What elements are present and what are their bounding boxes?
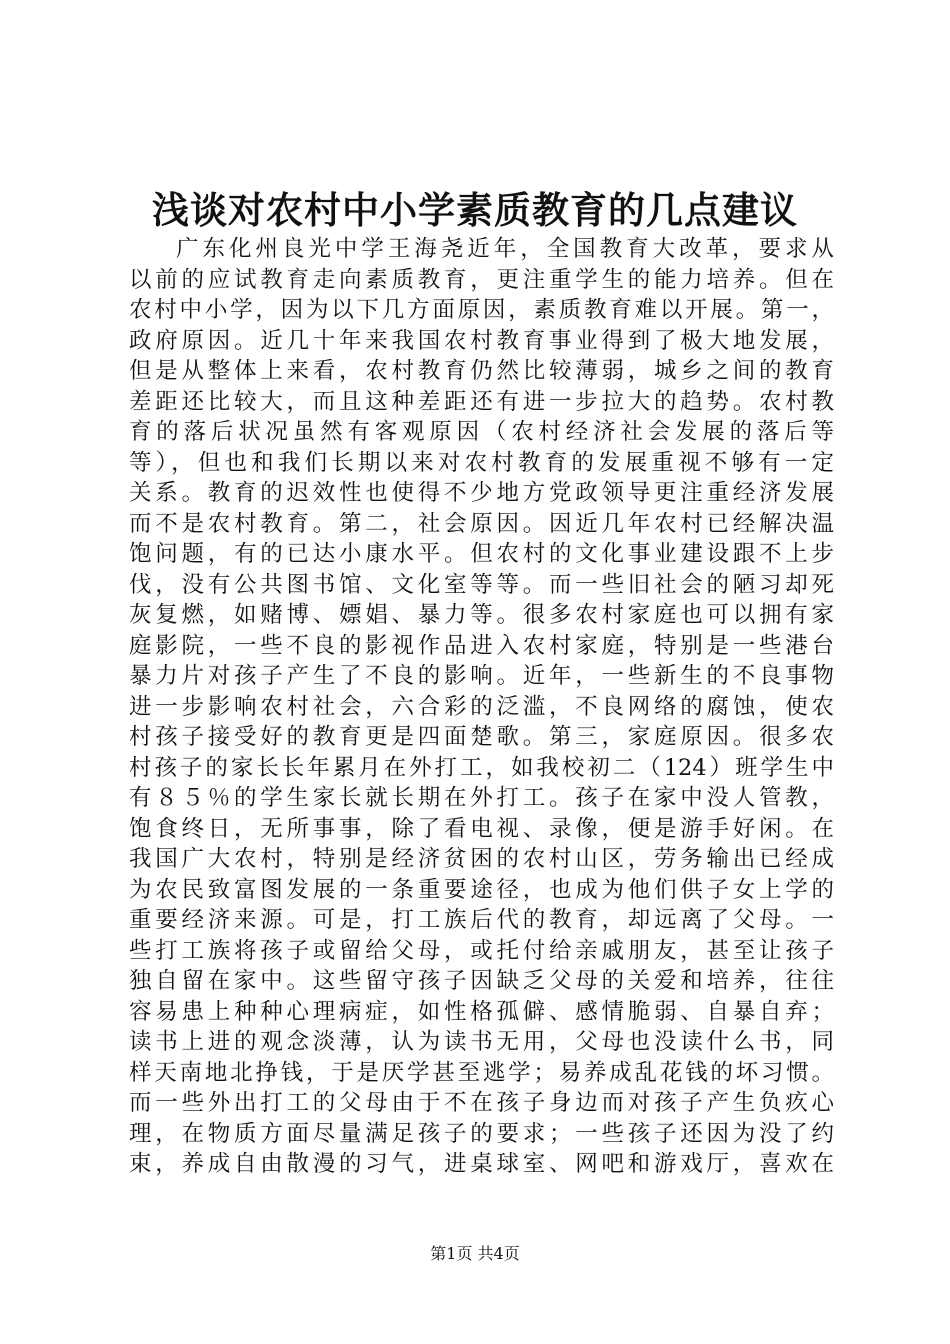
text-line: 暴力片对孩子产生了不良的影响。近年，一些新生的不良事物 xyxy=(129,663,834,689)
text-line: 读书上进的观念淡薄，认为读书无用，父母也没读什么书，同 xyxy=(129,1029,834,1055)
text-line: 以前的应试教育走向素质教育，更注重学生的能力培养。但在 xyxy=(129,266,834,293)
body-text xyxy=(129,234,834,1180)
text-line: 容易患上种种心理病症，如性格孤僻、感情脆弱、自暴自弃； xyxy=(129,998,834,1025)
text-line: 关系。教育的迟效性也使得不少地方党政领导更注重经济发展 xyxy=(129,480,834,506)
text-line: 村孩子接受好的教育更是四面楚歌。第三，家庭原因。很多农 xyxy=(129,724,834,750)
text-line: 有８５％的学生家长就长期在外打工。孩子在家中没人管教， xyxy=(129,785,834,811)
text-line: 伐，没有公共图书馆、文化室等等。而一些旧社会的陋习却死 xyxy=(129,571,834,598)
text-line: 样天南地北挣钱，于是厌学甚至逃学；易养成乱花钱的坏习惯。 xyxy=(129,1059,834,1086)
text-line: 差距还比较大，而且这种差距还有进一步拉大的趋势。农村教 xyxy=(129,388,834,415)
document-title: 浅谈对农村中小学素质教育的几点建议 xyxy=(152,188,798,232)
text-line: 村孩子的家长长年累月在外打工，如我校初二（124）班学生中 xyxy=(129,754,834,781)
text-line: 些打工族将孩子或留给父母，或托付给亲戚朋友，甚至让孩子 xyxy=(129,937,834,964)
text-line: 广东化州良光中学王海尧近年，全国教育大改革，要求从 xyxy=(176,236,834,262)
text-line: 为农民致富图发展的一条重要途径，也成为他们供子女上学的 xyxy=(129,876,834,903)
page-footer: 第1页 共4页 xyxy=(430,1244,520,1263)
text-line: 等），但也和我们长期以来对农村教育的发展重视不够有一定 xyxy=(129,449,834,476)
text-line: 灰复燃，如赌博、嫖娼、暴力等。很多农村家庭也可以拥有家 xyxy=(129,602,834,628)
text-line: 理，在物质方面尽量满足孩子的要求；一些孩子还因为没了约 xyxy=(129,1120,834,1147)
text-line: 重要经济来源。可是，打工族后代的教育，却远离了父母。一 xyxy=(129,907,834,933)
text-line: 进一步影响农村社会，六合彩的泛滥，不良网络的腐蚀，使农 xyxy=(129,693,834,720)
text-line: 育的落后状况虽然有客观原因（农村经济社会发展的落后等 xyxy=(129,419,834,445)
text-line: 而不是农村教育。第二，社会原因。因近几年农村已经解决温 xyxy=(129,510,834,537)
text-line: 束，养成自由散漫的习气，进桌球室、网吧和游戏厅，喜欢在 xyxy=(129,1151,834,1177)
text-line: 独自留在家中。这些留守孩子因缺乏父母的关爱和培养，往往 xyxy=(129,968,834,994)
text-line: 而一些外出打工的父母由于不在孩子身边而对孩子产生负疚心 xyxy=(129,1090,834,1116)
text-line: 我国广大农村，特别是经济贫困的农村山区，劳务输出已经成 xyxy=(129,846,834,872)
text-line: 但是从整体上来看，农村教育仍然比较薄弱，城乡之间的教育 xyxy=(129,358,834,384)
text-line: 政府原因。近几十年来我国农村教育事业得到了极大地发展， xyxy=(129,327,834,354)
text-line: 饱问题，有的已达小康水平。但农村的文化事业建设跟不上步 xyxy=(129,541,834,567)
text-line: 庭影院，一些不良的影视作品进入农村家庭，特别是一些港台 xyxy=(129,632,834,659)
text-line: 农村中小学，因为以下几方面原因，素质教育难以开展。第一， xyxy=(129,297,834,323)
text-line: 饱食终日，无所事事，除了看电视、录像，便是游手好闲。在 xyxy=(129,815,834,842)
